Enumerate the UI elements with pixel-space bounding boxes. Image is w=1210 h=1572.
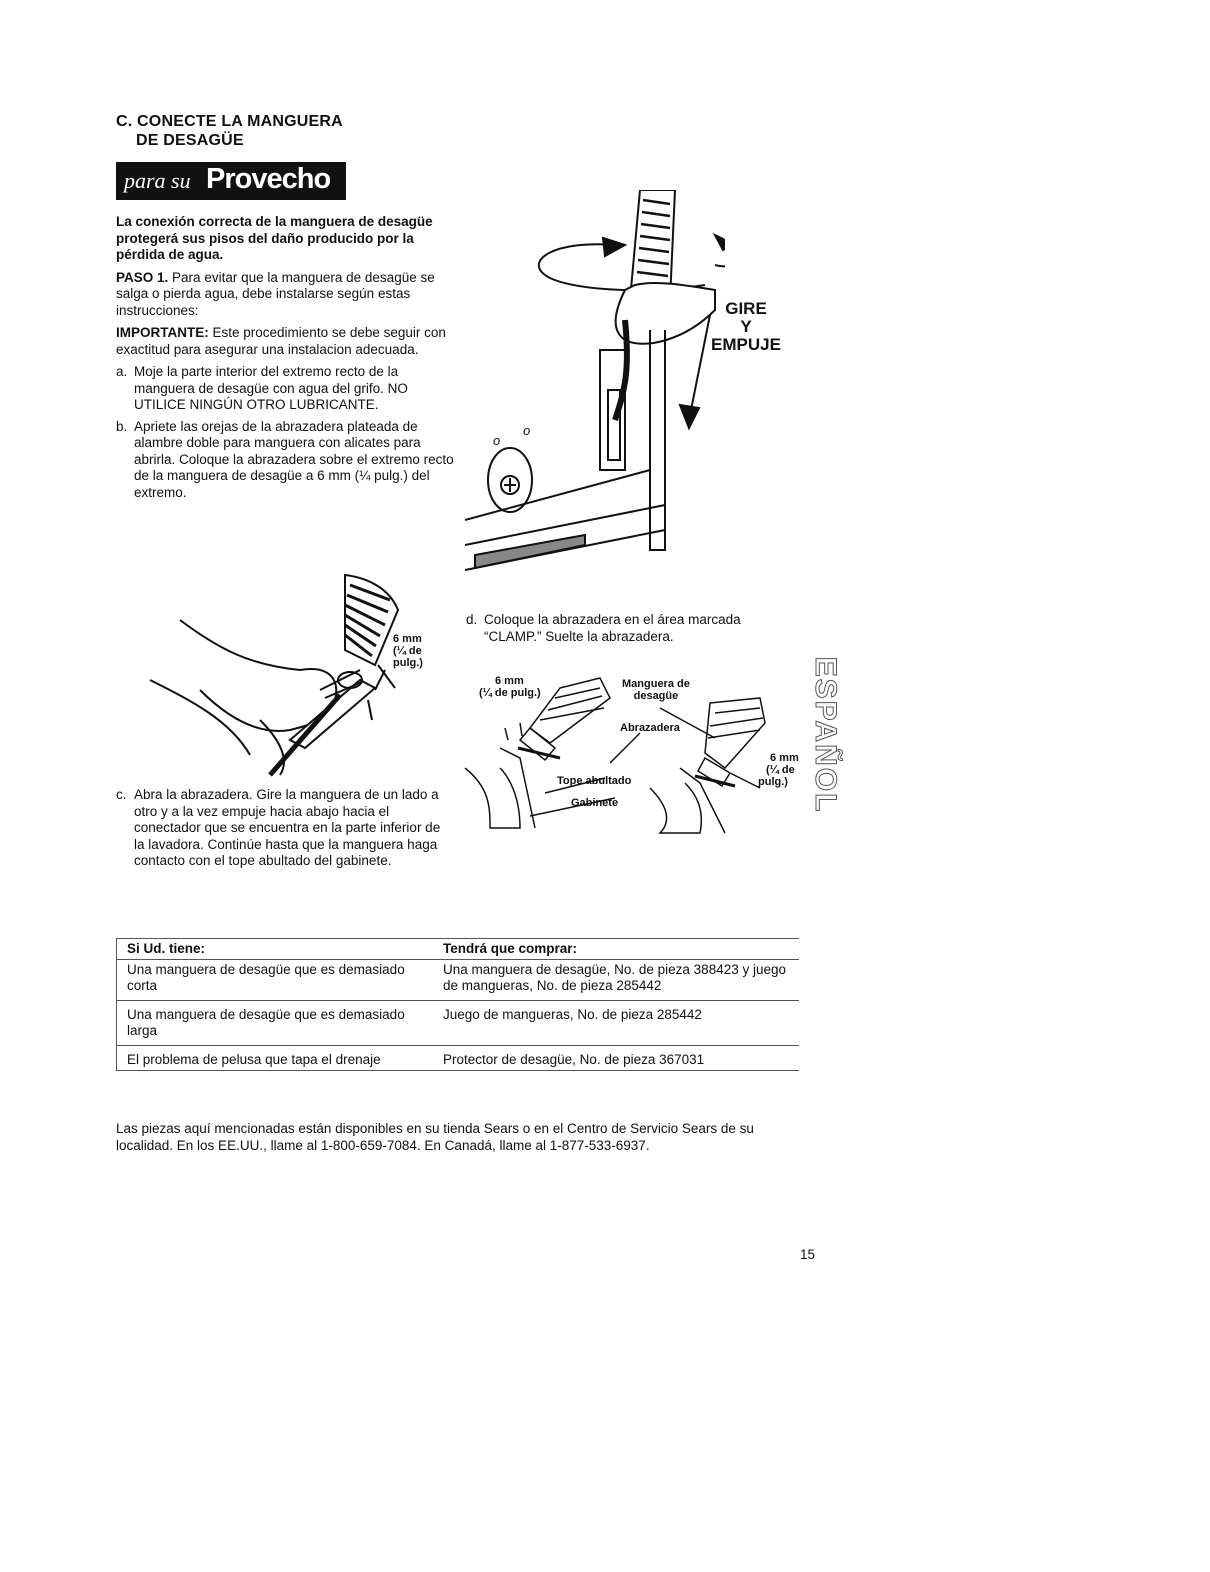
footnote: Las piezas aquí mencionadas están disponibles en su tienda Sears o en el Centro de Servicio Sears de su localidad. En los EE.UU., llame al 1-800-659-7084. En Canadá, llame al 1-877-533-6937.	[116, 1121, 754, 1153]
svg-text:o: o	[493, 433, 501, 448]
pliers-dim-line2: (¼ de	[393, 645, 422, 657]
item-c-text: Abra la abrazadera. Gire la manguera de un lado a otro y a la vez empuje hacia abajo hacia el conectador que se encuentra en la parte inferior de la lavadora. Continúe hasta que la manguera haga contacto con el tope abultado del gabinete.	[134, 787, 441, 868]
label-gabinete: Gabinete	[571, 797, 619, 809]
row3-have: El problema de pelusa que tapa el drenaje	[127, 1052, 381, 1067]
badge-main: Provecho	[206, 163, 331, 195]
important-paragraph	[116, 325, 456, 358]
label-tope-abultado: Tope abultado	[557, 775, 632, 787]
row1-buy: Una manguera de desagüe, No. de pieza 388423 y juego de mangueras, No. de pieza 285442	[433, 960, 799, 1001]
gire-y-empuje-label	[706, 300, 786, 354]
item-d-block	[466, 612, 796, 650]
list-item-d	[466, 612, 796, 645]
clamp-dim-right	[758, 752, 799, 788]
pliers-dim-line1: 6 mm	[393, 633, 422, 645]
language-side-tab	[806, 640, 844, 830]
item-c-block	[116, 787, 446, 875]
gire-line2: Y	[740, 317, 752, 336]
pliers-illustration	[140, 570, 440, 780]
table-row	[117, 1001, 799, 1046]
badge-prefix: para su	[124, 168, 191, 193]
label-manguera-de-desague	[622, 678, 690, 702]
important-label: IMPORTANTE:	[116, 325, 209, 340]
clamp-dim-right-line1: 6 mm	[770, 752, 799, 764]
clamp-dim-right-line3: pulg.)	[758, 776, 788, 788]
pliers-dim-line3: pulg.)	[393, 657, 423, 669]
clamp-dim-left-line2: (¼ de pulg.)	[479, 687, 541, 699]
row1-have: Una manguera de desagüe que es demasiado corta	[117, 960, 433, 1001]
section-title-line1: C. CONECTE LA MANGUERA	[116, 113, 343, 130]
item-a-text: Moje la parte interior del extremo recto de la manguera de desagüe con agua del grifo. NO UTILICE NINGÚN OTRO LUBRICANTE.	[134, 364, 408, 412]
row3-buy: Protector de desagüe, No. de pieza 367031	[443, 1052, 705, 1067]
page-number: 15	[800, 1247, 816, 1262]
parts-table	[117, 939, 799, 1070]
row2-have: Una manguera de desagüe que es demasiado larga	[117, 1001, 433, 1046]
section-title	[116, 112, 343, 150]
parts-table-frame	[116, 938, 799, 1071]
item-d-label: d.	[466, 612, 478, 627]
clamp-dim-right-line2: (¼ de	[766, 764, 795, 776]
pliers-dimension-label	[393, 633, 423, 669]
important-text: Este procedimiento se debe seguir con exactitud para asegurar una instalacion adecuada.	[116, 325, 446, 357]
list-item-b	[116, 419, 456, 502]
list-item-a	[116, 364, 456, 414]
item-a-label: a.	[116, 364, 128, 379]
twist-push-illustration	[465, 190, 725, 595]
label-hose-line2: desagüe	[633, 690, 679, 702]
table-row	[117, 1046, 799, 1071]
step1-text: Para evitar que la manguera de desagüe se salga o pierda agua, debe instalarse según estas instrucciones:	[116, 269, 435, 318]
step1-paragraph	[116, 270, 456, 320]
gire-line3: EMPUJE	[711, 335, 781, 354]
row2-buy: Juego de mangueras, No. de pieza 285442	[433, 1001, 799, 1046]
header-buy: Tendrá que comprar:	[433, 939, 799, 960]
intro-bold: La conexión correcta de la manguera de desagüe protegerá sus pisos del daño producido por la pérdida de agua.	[116, 214, 433, 262]
item-b-text: Apriete las orejas de la abrazadera plateada de alambre doble para manguera con alicates para abrirla. Coloque la abrazadera sobre el extremo recto de la manguera de desagüe a 6 mm (¼ pulg.) del extremo.	[134, 418, 454, 500]
gire-line1: GIRE	[725, 299, 767, 318]
para-su-provecho-badge	[116, 162, 346, 200]
instructions-column	[116, 214, 456, 506]
svg-text:o: o	[523, 423, 531, 438]
label-hose-line1: Manguera de	[622, 678, 690, 690]
step1-label: PASO 1.	[116, 269, 169, 285]
label-abrazadera: Abrazadera	[620, 722, 680, 734]
section-title-line2: DE DESAGÜE	[136, 132, 244, 149]
table-row	[117, 960, 799, 1001]
item-c-label: c.	[116, 787, 127, 802]
clamp-dim-left	[479, 675, 541, 699]
item-b-label: b.	[116, 418, 128, 434]
item-d-text: Coloque la abrazadera en el área marcada “CLAMP.” Suelte la abrazadera.	[484, 612, 741, 644]
clamp-dim-left-line1: 6 mm	[495, 675, 524, 687]
language-tab-label: ESPAÑOL	[809, 656, 842, 814]
header-have: Si Ud. tiene:	[117, 939, 433, 960]
list-item-c	[116, 787, 446, 870]
table-header-row	[117, 939, 799, 960]
